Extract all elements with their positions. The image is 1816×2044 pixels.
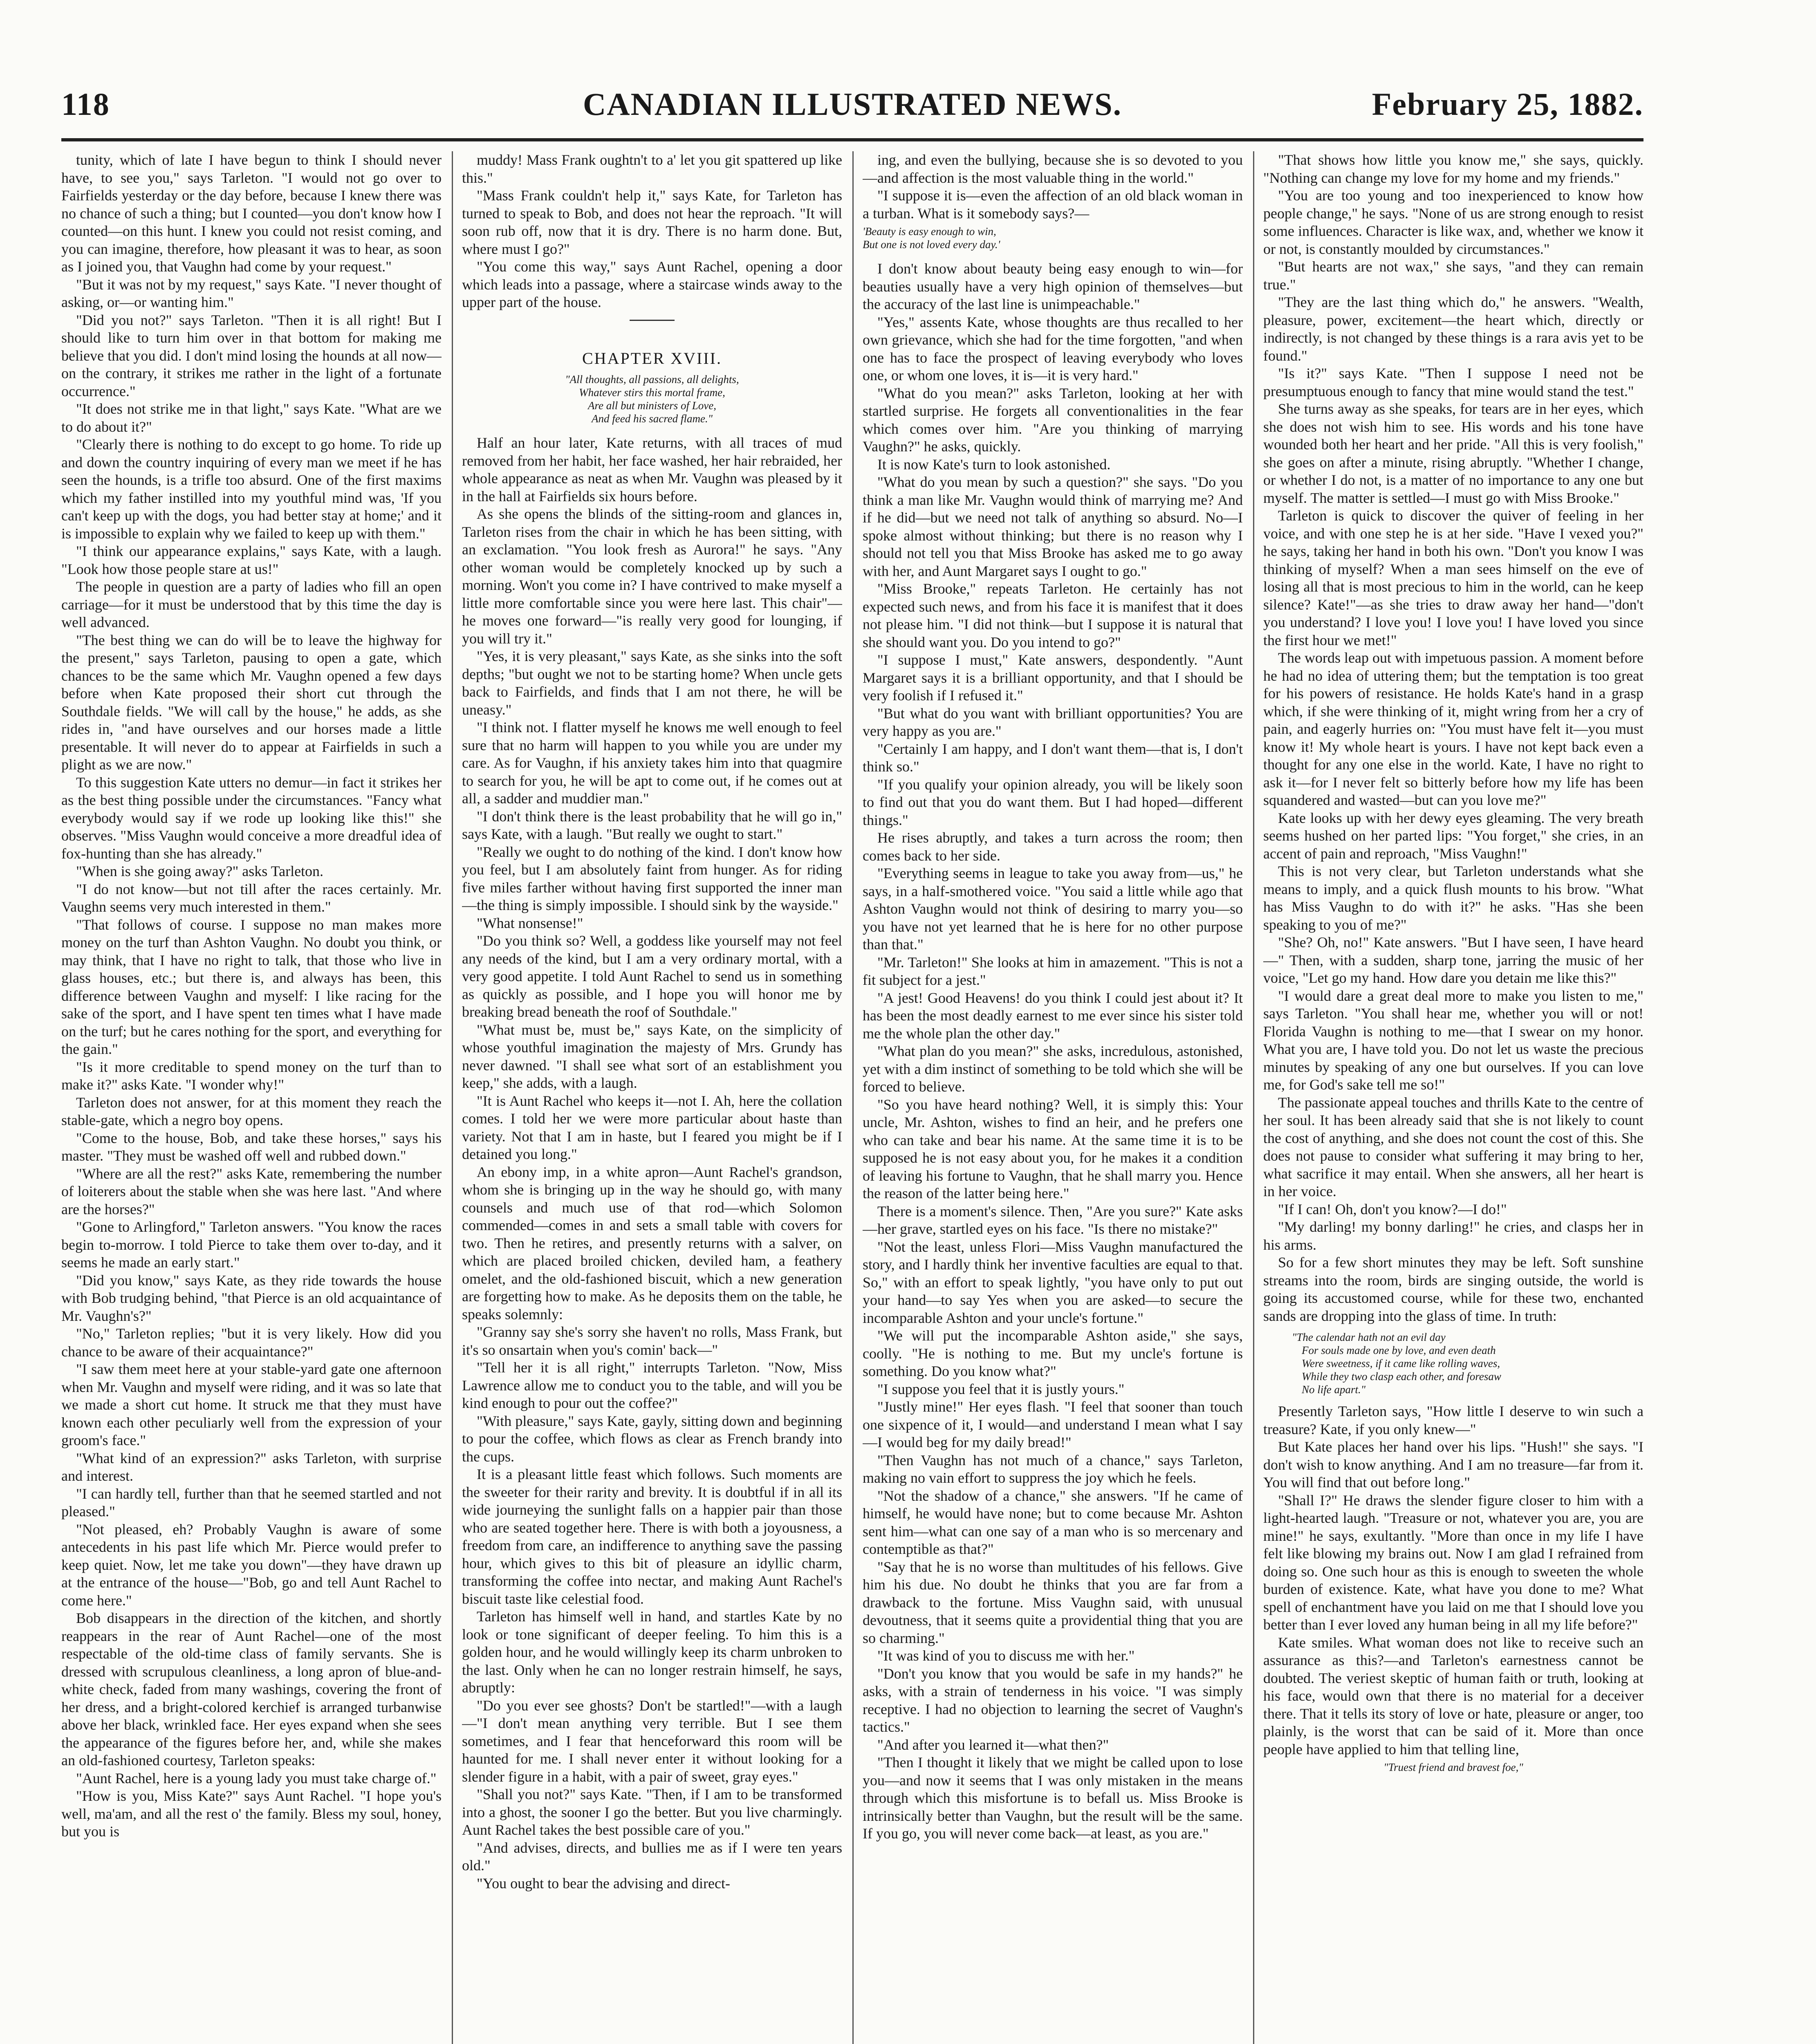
paragraph: Tarleton does not answer, for at this moment they reach the stable-gate, which a negro boy opens. (61, 1094, 442, 1128)
paragraph: "Shall you not?" says Kate. "Then, if I am to be transformed into a ghost, the sooner I go the better. But you live charmingly. Aunt Rachel takes the best possible care of you." (462, 1786, 842, 1838)
column-4 (1263, 151, 1643, 2044)
column-2-body (462, 151, 842, 312)
paragraph: "Clearly there is nothing to do except to go home. To ride up and down the country inquiring of every man we meet if he has seen the hounds, is a trifle too absurd. One of the first maxims which my father instilled into my youthful mind was, 'If you can't keep up with the dogs, you had better stay at home;' and it is impossible to explain why we failed to keep up with them." (61, 436, 442, 542)
paragraph: "How is you, Miss Kate?" says Aunt Rachel. "I hope you's well, ma'am, and all the rest o' the family. Bless my soul, honey, but you is (61, 1788, 442, 1840)
paragraph: "If I can! Oh, don't you know?—I do!" (1278, 1201, 1507, 1217)
verse-line: But one is not loved every day.' (863, 238, 1000, 251)
paragraph: "I think not. I flatter myself he knows me well enough to feel sure that no harm will happen to you while you are under my care. As for Vaughn, if his anxiety takes him into that quagmire to search for you, he will be apt to come out, if he comes out at all, a sadder and muddier man." (462, 719, 842, 807)
paragraph: Kate looks up with her dewy eyes gleaming. The very breath seems hushed on her parted lips: "You forget," she cries, in an accent of pain and reproach, "Miss Vaughn!" (1263, 809, 1643, 862)
verse-line: Were sweetness, if it came like rolling waves, (1302, 1357, 1500, 1369)
column-1-body (61, 151, 442, 1841)
chapter-heading: CHAPTER XVIII. (582, 349, 722, 368)
paragraph: "Where are all the rest?" asks Kate, remembering the number of loiterers about the stable when she was here last. "And where are the horses?" (61, 1165, 442, 1217)
paragraph: There is a moment's silence. Then, "Are you sure?" Kate asks—her grave, startled eyes on his face. "Is there no mistake?" (863, 1203, 1243, 1237)
quoted-poem (1292, 1331, 1643, 1396)
issue-date: February 25, 1882. (1372, 86, 1643, 122)
paragraph: "But it was not by my request," says Kate. "I never thought of asking, or—or wanting him." (61, 276, 442, 310)
column-2 (462, 151, 842, 2044)
paragraph: "With pleasure," says Kate, gayly, sitting down and beginning to pour the coffee, which flows as clear as French brandy into the cups. (462, 1412, 842, 1465)
chapter-epigraph (462, 373, 842, 425)
paragraph: "I can hardly tell, further than that he seemed startled and not pleased." (61, 1485, 442, 1520)
verse-line: While they two clasp each other, and foresaw (1302, 1370, 1501, 1383)
paragraph: "They are the last thing which do," he answers. "Wealth, pleasure, power, excitement—the heart which, directly or indirectly, is not changed by these things is a rara avis yet to be found." (1263, 294, 1643, 364)
header-rule (61, 138, 1643, 141)
paragraph: "Come to the house, Bob, and take these horses," says his master. "They must be washed off well and rubbed down." (61, 1130, 442, 1164)
paragraph: "A jest! Good Heavens! do you think I could jest about it? It has been the most deadly earnest to me ever since his sister told me the whole plan the other day." (863, 989, 1243, 1042)
paragraph: The words leap out with impetuous passion. A moment before he had no idea of uttering them; but the temptation is too great for his powers of resistance. He holds Kate's hand in a grasp which, if she were thinking of it, might wring from her a cry of pain, and eagerly hurries on: "You must have felt it—you must know it! My whole heart is yours. I have not kept back even a thought for any one else in the world. Kate, I have no right to ask it—for I never felt so bitterly before how my life has been squandered and wasted—but can you love me?" (1263, 650, 1643, 808)
paragraph: "And advises, directs, and bullies me as if I were ten years old." (462, 1839, 842, 1874)
paragraph: "I suppose I must," Kate answers, despondently. "Aunt Margaret says it is a brilliant opportunity, and that I should be very foolish if I refused it." (863, 652, 1243, 704)
paragraph: "I don't think there is the least probability that he will go in," says Kate, with a laugh. "But really we ought to start." (462, 808, 842, 842)
paragraph: As she opens the blinds of the sitting-room and glances in, Tarleton rises from the chair in which he has been sitting, with an exclamation. "You look fresh as Aurora!" he says. "Any other woman would be completely knocked up by such a morning. Won't you come in? I have contrived to make myself a little more comfortable since you were here last. This chair"—he moves one forward—"is really very good for lounging, if you will try it." (462, 506, 842, 647)
paragraph: "What must be, must be," says Kate, on the simplicity of whose youthful imagination the majesty of Mrs. Grundy has never dawned. "I shall see what sort of an establishment you keep," she adds, with a laugh. (462, 1021, 842, 1091)
paragraph: "Do you think so? Well, a goddess like yourself may not feel any needs of the kind, but I am a very ordinary mortal, with a very good appetite. I told Aunt Rachel to send us in something as quickly as possible, and I hope you will honor me by breaking bread beneath the roof of Southdale." (462, 932, 842, 1020)
paragraph: "It was kind of you to discuss me with her." (877, 1647, 1135, 1664)
paragraph: "That shows how little you know me," she says, quickly. "Nothing can change my love for my home and my friends." (1263, 152, 1643, 186)
paragraph: "Do you ever see ghosts? Don't be startled!"—with a laugh—"I don't mean anything very terrible. But I see them sometimes, and I fear that henceforward this room will be haunted for me. I shall never enter it without looking for a slender figure in a habit, with a pair of sweet, gray eyes." (462, 1697, 842, 1785)
column-divider (1253, 151, 1254, 2044)
paragraph: "But hearts are not wax," she says, "and they can remain true." (1263, 258, 1643, 293)
paragraph: "I saw them meet here at your stable-yard gate one afternoon when Mr. Vaughn and myself were riding, and it was so late that we made a short cut home. It struck me that they must have known each other peculiarly well from the expression of your groom's face." (61, 1361, 442, 1448)
paragraph: tunity, which of late I have begun to think I should never have, to see you," says Tarleton. "I would not go over to Fairfields yesterday or the day before, because I knew there was no chance of such a thing; but I counted—you don't know how I counted—on this hunt. I knew you could not resist coming, and you can imagine, therefore, how pleasant it was to hear, as soon as I joined you, that Vaughn had come by your request." (61, 152, 442, 275)
paragraph: "Mass Frank couldn't help it," says Kate, for Tarleton has turned to speak to Bob, and does not hear the reproach. "It will soon rub off, now that it is dry. There is no harm done. But, where must I go?" (462, 187, 842, 257)
paragraph: "You are too young and too inexperienced to know how people change," he says. "None of us are strong enough to resist some influences. Character is like wax, and, whether we know it or not, is constantly moulded by circumstances." (1263, 187, 1643, 257)
paragraph: "You come this way," says Aunt Rachel, opening a door which leads into a passage, where a staircase winds away to the upper part of the house. (462, 258, 842, 310)
verse-line: No life apart." (1302, 1383, 1366, 1396)
paragraph: "What plan do you mean?" she asks, incredulous, astonished, yet with a dim instinct of something to be told which she will be forced to believe. (863, 1043, 1243, 1095)
paragraph: "It does not strike me in that light," says Kate. "What are we to do about it?" (61, 401, 442, 435)
column-4-body-continued (1263, 1403, 1643, 1758)
paragraph: "Then I thought it likely that we might be called upon to lose you—and now it seems that I was only mistaken in the means through which this misfortune is to befall us. Miss Brooke is intrinsically better than Vaughn, but the result will be the same. If you go, you will never come back—at least, as you are." (863, 1754, 1243, 1842)
paragraph: "That follows of course. I suppose no man makes more money on the turf than Ashton Vaughn. No doubt you think, or may think, that I have no right to talk, that those who live in glass houses, etc.; but there is, and always has been, this difference between Vaughn and myself: I like racing for the sake of the sport, and I have spent ten times what I have made on the turf; but he cares nothing for the sport, and everything for the gain." (61, 916, 442, 1057)
paragraph: "Gone to Arlingford," Tarleton answers. "You know the races begin to-morrow. I told Pierce to take them over to-day, and it seems he made an early start." (61, 1219, 442, 1271)
paragraph: "Is it more creditable to spend money on the turf than to make it?" asks Kate. "I wonder why!" (61, 1058, 442, 1093)
quoted-verse (863, 225, 1243, 251)
column-divider (852, 151, 854, 2044)
paragraph: "Certainly I am happy, and I don't want them—that is, I don't think so." (863, 740, 1243, 775)
paragraph: "You ought to bear the advising and direct- (477, 1875, 730, 1892)
paragraph: The people in question are a party of ladies who fill an open carriage—for it must be understood that by this time the day is well advanced. (61, 578, 442, 630)
paragraph: "Did you know," says Kate, as they ride towards the house with Bob trudging behind, "that Pierce is an old acquaintance of Mr. Vaughn's?" (61, 1272, 442, 1324)
paragraph: "Shall I?" He draws the slender figure closer to him with a light-hearted laugh. "Treasure or not, whatever you are, you are mine!" he says, exultantly. "More than once in my life I have felt like blowing my brains out. Now I am glad I refrained from doing so. One such hour as this is enough to sweeten the whole burden of existence. Kate, what have you done to me? What spell of enchantment have you laid on me that I should love you better than I ever loved any human being in all my life before?" (1263, 1492, 1643, 1633)
verse-line: Are all but ministers of Love, (588, 399, 716, 412)
paragraph: "Everything seems in league to take you away from—us," he says, in a half-smothered voice. "You said a little while ago that Ashton Vaughn would not think of desiring to marry you—so you have not yet learned that he is here for no other purpose than that." (863, 865, 1243, 953)
paragraph: ing, and even the bullying, because she is so devoted to you—and affection is the most valuable thing in the world." (863, 152, 1243, 186)
column-3-body-continued (863, 260, 1243, 1843)
verse-line: "All thoughts, all passions, all delights, (565, 373, 739, 385)
paragraph: "So you have heard nothing? Well, it is simply this: Your uncle, Mr. Ashton, wishes to find an heir, and he prefers one who can take and bear his name. At the same time it is to be supposed he is not easy about you, for he makes it a condition of leaving his fortune to Vaughn, that he shall marry you. Hence the reason of the latter being here." (863, 1096, 1243, 1201)
paragraph: "If you qualify your opinion already, you will be likely soon to find out that you do want them. But I had hoped—different things." (863, 776, 1243, 828)
paragraph: "Don't you know that you would be safe in my hands?" he asks, with a strain of tenderness in his voice. "I was simply receptive. I had no objection to learning the secret of Vaughn's tactics." (863, 1665, 1243, 1735)
section-rule (630, 320, 675, 321)
paragraph: "Justly mine!" Her eyes flash. "I feel that sooner than touch one sixpence of it, I would—and understand I mean what I say—I would beg for my daily bread!" (863, 1399, 1243, 1450)
paragraph: muddy! Mass Frank oughtn't to a' let you git spattered up like this." (462, 152, 842, 186)
paragraph: It is now Kate's turn to look astonished. (877, 456, 1111, 473)
paragraph: "She? Oh, no!" Kate answers. "But I have seen, I have heard—" Then, with a sudden, sharp tone, jarring the music of her voice, "Let go my hand. How dare you detain me like this?" (1263, 934, 1643, 986)
paragraph: "I suppose it is—even the affection of an old black woman in a turban. What is it somebody says?— (863, 187, 1243, 222)
paragraph: Tarleton has himself well in hand, and startles Kate by no look or tone significant of deeper feeling. To him this is a golden hour, and he would willingly keep its charm unbroken to the last. Only when he can no longer restrain himself, he says, abruptly: (462, 1608, 842, 1696)
paragraph: "I would dare a great deal more to make you listen to me," says Tarleton. "You shall hear me, whether you will or not! Florida Vaughn is nothing to me—that I swear on my honor. What you are, I have told you. Do not let us waste the precious minutes by speaking of any one but ourselves. If you can love me, for God's sake tell me so!" (1263, 987, 1643, 1093)
paragraph: "Tell her it is all right," interrupts Tarleton. "Now, Miss Lawrence allow me to conduct you to the table, and will you be kind enough to pour out the coffee?" (462, 1359, 842, 1411)
paragraph: "What nonsense!" (477, 914, 583, 931)
verse-line: For souls made one by love, and even death (1302, 1344, 1496, 1356)
paragraph: He rises abruptly, and takes a turn across the room; then comes back to her side. (863, 829, 1243, 864)
paragraph: To this suggestion Kate utters no demur—in fact it strikes her as the best thing possible under the circumstances. "Fancy what everybody would say if we rode up looking like this!" she observes. "Miss Vaughn would conceive a more dreadful idea of fox-hunting than she has already." (61, 774, 442, 862)
paragraph: Kate smiles. What woman does not like to receive such an assurance as this?—and Tarleton's earnestness cannot be doubted. The veriest skeptic of human faith or truth, looking at his face, would own that there is no material for a deceiver there. That it tells its story of love or hate, pleasure or anger, too plainly, is the worst that can be said of it. More than once people have applied to him that telling line, (1263, 1634, 1643, 1757)
paragraph: Presently Tarleton says, "How little I deserve to win such a treasure? Kate, if you only knew—" (1263, 1403, 1643, 1437)
verse-line: And feed his sacred flame." (591, 412, 713, 425)
paragraph: Half an hour later, Kate returns, with all traces of mud removed from her habit, her face washed, her hair rebraided, her whole appearance as neat as when Mr. Vaughn was pleased by it in the hall at Fairfields six hours before. (462, 435, 842, 504)
paragraph: "What do you mean?" asks Tarleton, looking at her with startled surprise. He forgets all conventionalities in the fear which comes over him. "Are you thinking of marrying Vaughn?" he asks, quickly. (863, 385, 1243, 455)
page-number: 118 (61, 86, 110, 122)
paragraph: "Really we ought to do nothing of the kind. I don't know how you feel, but I am absolutely faint from hunger. As for riding five miles farther without having first supported the inner man—the thing is simply impossible. I should sink by the wayside." (462, 843, 842, 913)
masthead-title: CANADIAN ILLUSTRATED NEWS. (583, 86, 1122, 122)
paragraph: "Is it?" says Kate. "Then I suppose I need not be presumptuous enough to fancy that mine would stand the test." (1263, 365, 1643, 399)
paragraph: "It is Aunt Rachel who keeps it—not I. Ah, here the collation comes. I told her we were more particular about haste than variety. Not that I am in haste, but I feared you might be if I detained you long." (462, 1092, 842, 1162)
column-4-body (1263, 151, 1643, 1325)
paragraph: "Not the shadow of a chance," she answers. "If he came of himself, he would have none; but to come because Mr. Ashton sent him—what can one say of a man who is so mercenary and contemptible as that?" (863, 1487, 1243, 1557)
paragraph: "My darling! my bonny darling!" he cries, and clasps her in his arms. (1263, 1219, 1643, 1253)
article-columns (61, 151, 1643, 2044)
paragraph: "I suppose you feel that it is justly yours." (877, 1381, 1125, 1397)
paragraph: "Then Vaughn has not much of a chance," says Tarleton, making no vain effort to suppress the joy which he feels. (863, 1452, 1243, 1486)
paragraph: "Mr. Tarleton!" She looks at him in amazement. "This is not a fit subject for a jest." (863, 954, 1243, 988)
paragraph: "I do not know—but not till after the races certainly. Mr. Vaughn seems very much interested in them." (61, 881, 442, 915)
paragraph: "Granny say she's sorry she haven't no rolls, Mass Frank, but it's so onsartain when you's comin' back—" (462, 1324, 842, 1358)
paragraph: "What do you mean by such a question?" she says. "Do you think a man like Mr. Vaughn would think of marrying me? And if he did—but we need not talk of anything so absurd. No—I spoke almost without thinking; but there is no reason why I should not tell you that Miss Brooke has asked me to go away with her, and Aunt Margaret says I ought to go." (863, 474, 1243, 579)
paragraph: "When is she going away?" asks Tarleton. (76, 863, 324, 879)
paragraph: "The best thing we can do will be to leave the highway for the present," says Tarleton, pausing to open a gate, which chances to be the same which Mr. Vaughn opened a few days before when Kate proposed their short cut through the Southdale fields. "We will call by the house," he adds, as she rides in, "and have ourselves and our horses made a little presentable. It will never do to appear at Fairfields in such a plight as we are now." (61, 632, 442, 773)
paragraph: "And after you learned it—what then?" (877, 1736, 1109, 1753)
paragraph: Bob disappears in the direction of the kitchen, and shortly reappears in the rear of Aunt Rachel—one of the most respectable of the old-time class of family servants. She is dressed with scrupulous cleanliness, a long apron of blue-and-white check, faded from many washings, covering the front of her dress, and a bright-colored kerchief is arranged turbanwise above her black, wrinkled face. Her eyes expand when she sees the appearance of the figures before her, and, while she makes an old-fashioned courtesy, Tarleton speaks: (61, 1610, 442, 1768)
paragraph: So for a few short minutes they may be left. Soft sunshine streams into the room, birds are singing outside, the world is going its accustomed course, while for these two, enchanted sands are dropping into the glass of time. In truth: (1263, 1254, 1643, 1324)
paragraph: "What kind of an expression?" asks Tarleton, with surprise and interest. (61, 1450, 442, 1484)
page-header (61, 84, 1643, 133)
column-3 (863, 151, 1243, 2044)
paragraph: "Aunt Rachel, here is a young lady you must take charge of." (76, 1770, 437, 1786)
paragraph: "Did you not?" says Tarleton. "Then it is all right! But I should like to turn him over in that bottom for making me believe that you did. I don't mind losing the hounds at all now—on the contrary, it strikes me rather in the light of a fortunate occurrence." (61, 312, 442, 399)
paragraph: Tarleton is quick to discover the quiver of feeling in her voice, and with one step he is at her side. "Have I vexed you?" he says, taking her hand in both his own. "Don't you know I was thinking of myself? When a man sees himself on the eve of losing all that is most precious to him in the world, can he keep silence? Kate!"—as she tries to draw away her hand—"don't you understand? I love you! I love you! I have loved you since the first hour we met!" (1263, 507, 1643, 648)
column-divider (452, 151, 453, 2044)
paragraph: "But what do you want with brilliant opportunities? You are very happy as you are." (863, 705, 1243, 739)
paragraph: "Yes, it is very pleasant," says Kate, as she sinks into the soft depths; "but ought we not to be starting home? When uncle gets back to Fairfields, and finds that I am not there, he will be uneasy." (462, 648, 842, 718)
paragraph: "I think our appearance explains," says Kate, with a laugh. "Look how those people stare at us!" (61, 543, 442, 577)
column-2-body-continued (462, 434, 842, 1892)
column-1 (61, 151, 442, 2044)
paragraph: The passionate appeal touches and thrills Kate to the centre of her soul. It has been already said that she is not likely to count the cost of anything, and she does not count the cost of this. She does not pause to consider what suffering it may bring to her, what sacrifice it may entail. When she answers, all her heart is in her voice. (1263, 1094, 1643, 1199)
verse-line: 'Beauty is easy enough to win, (863, 225, 996, 238)
column-3-body (863, 151, 1243, 222)
paragraph: This is not very clear, but Tarleton understands what she means to imply, and a quick flush mounts to his brow. "What has Miss Vaughn to do with it?" he asks. "Has she been speaking to you of me?" (1263, 863, 1643, 933)
paragraph: She turns away as she speaks, for tears are in her eyes, which she does not wish him to see. His words and his tone have wounded both her heart and her pride. "All this is very foolish," she goes on after a minute, rising abruptly. "Whether I change, or whether I do not, is a matter of no importance to any one but myself. The matter is settled—I must go with Miss Brooke." (1263, 401, 1643, 506)
paragraph: But Kate places her hand over his lips. "Hush!" she says. "I don't wish to know anything. And I am no treasure—far from it. You will find that out before long." (1263, 1439, 1643, 1490)
paragraph: It is a pleasant little feast which follows. Such moments are the sweeter for their rarity and brevity. It is doubtful if in all its wide journeying the sunlight falls on a happier pair than those who are seated together here. There is with both a joyousness, a freedom from care, an indifference to anything save the passing hour, which gives to this bit of pleasure an idyllic charm, transforming the coffee into nectar, and making Aunt Rachel's biscuit taste like celestial food. (462, 1466, 842, 1607)
paragraph: I don't know about beauty being easy enough to win—for beauties usually have a very high opinion of themselves—but the accuracy of the last line is unimpeachable." (863, 260, 1243, 312)
paragraph: "Not the least, unless Flori—Miss Vaughn manufactured the story, and I hardly think her inventive faculties are equal to that. So," with an effort to speak lightly, "you have only to put out your hand—to say Yes when you are asked—to secure the incomparable Ashton and your uncle's fortune." (863, 1238, 1243, 1326)
paragraph: "Not pleased, eh? Probably Vaughn is aware of some antecedents in his past life which Mr. Pierce would prefer to keep quiet. Now, let me take you down"—they have drawn up at the entrance of the house—"Bob, go and tell Aunt Rachel to come here." (61, 1521, 442, 1609)
closing-quote: "Truest friend and bravest foe," (1383, 1761, 1523, 1773)
paragraph: "Yes," assents Kate, whose thoughts are thus recalled to her own grievance, which she had for the time forgotten, "and when one has to face the prospect of leaving everybody who loves one, or whom one loves, it is—it is very hard." (863, 314, 1243, 383)
paragraph: "No," Tarleton replies; "but it is very likely. How did you chance to be aware of their acquaintance?" (61, 1325, 442, 1360)
paragraph: "Say that he is no worse than multitudes of his fellows. Give him his due. No doubt he thinks that you are far from a drawback to the fortune. Miss Vaughn said, with unusual devoutness, that it seems quite a providential thing that you are so charming." (863, 1558, 1243, 1646)
paragraph: "Miss Brooke," repeats Tarleton. He certainly has not expected such news, and from his face it is manifest that it does not please him. "I did not think—but I suppose it is natural that she should want you. Do you intend to go?" (863, 580, 1243, 650)
verse-line: Whatever stirs this mortal frame, (579, 386, 725, 399)
paragraph: "We will put the incomparable Ashton aside," she says, coolly. "He is nothing to me. But my uncle's fortune is something. Do you know what?" (863, 1327, 1243, 1379)
verse-line: "The calendar hath not an evil day (1292, 1331, 1446, 1343)
paragraph: An ebony imp, in a white apron—Aunt Rachel's grandson, whom she is bringing up in the way he should go, with many counsels and much use of that rod—which Solomon commended—comes in and sets a small table with covers for two. Then he retires, and presently returns with a salver, on which are placed broiled chicken, deviled ham, a feathery omelet, and the old-fashioned biscuit, which a new generation are forgetting how to make. As he deposits them on the table, he speaks solemnly: (462, 1163, 842, 1322)
